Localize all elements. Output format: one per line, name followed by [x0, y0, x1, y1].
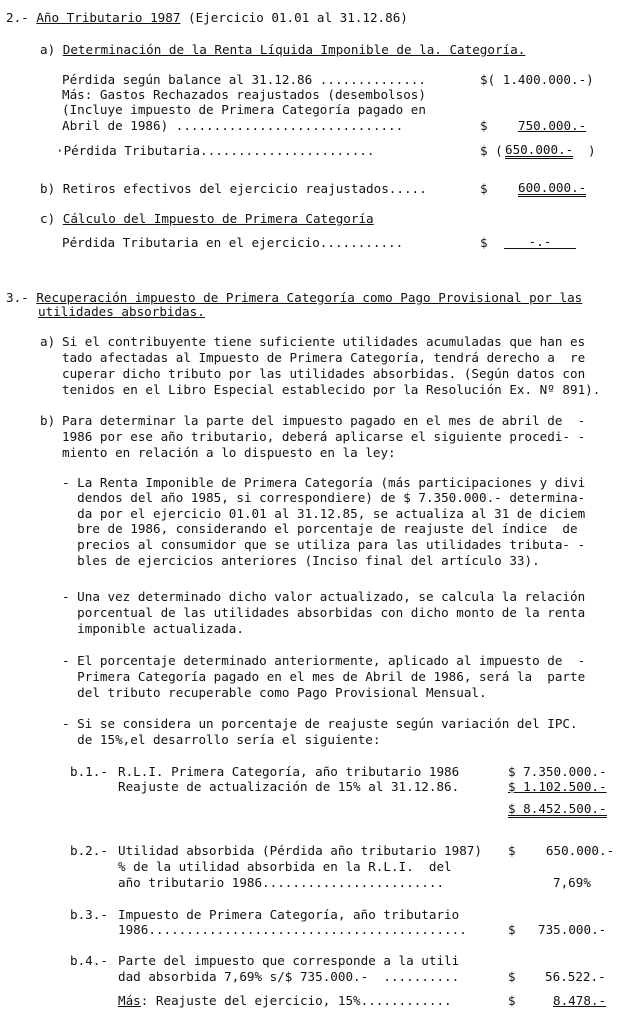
- b4-line-3: [118, 993, 452, 1008]
- b1-amount-2: $ 1.102.500.-: [508, 779, 607, 794]
- b4-label: b.4.-: [70, 953, 108, 968]
- paragraph-a-line-3: cuperar dicho tributo por las utilidades absorbidas. (Según datos con: [62, 366, 586, 381]
- b4-line-2: dad absorbida 7,69% s/$ 735.000.- ..........: [118, 969, 460, 984]
- b3-label: b.3.-: [70, 907, 108, 922]
- bullet-1-line-4: bre de 1986, considerando el porcentaje de reajuste del índice de: [62, 521, 578, 536]
- section-subtitle: (Ejercicio 01.01 al 31.12.86): [180, 10, 408, 25]
- paragraph-b-line-1: Para determinar la parte del impuesto pagado en el mes de abril de -: [62, 413, 586, 428]
- paragraph-b-line-3: miento en relación a lo dispuesto en la ley:: [62, 445, 396, 460]
- b2-label: b.2.-: [70, 843, 108, 858]
- mas-gastos-amount: 750.000.-: [518, 118, 587, 133]
- b2-line-1: Utilidad absorbida (Pérdida año tributario 1987): [118, 843, 482, 858]
- mas-label: Más: [118, 993, 141, 1008]
- mas-gastos-line-2: (Incluye impuesto de Primera Categoría pagado en: [62, 102, 426, 117]
- item-label: a): [40, 42, 56, 57]
- bullet-1-line-2: dendos del año 1985, si correspondiere) de $ 7.350.000.- determina-: [62, 490, 586, 505]
- b3-dollar: $: [508, 922, 516, 937]
- bullet-3-line-1: - El porcentaje determinado anteriormente, aplicado al impuesto de -: [62, 653, 586, 668]
- item-label: c): [40, 211, 56, 226]
- b1-line-1: R.L.I. Primera Categoría, año tributario 1986: [118, 764, 460, 779]
- retiros-amount: 600.000.-: [518, 180, 587, 195]
- perdida-balance-line: Pérdida según balance al 31.12.86 ..............: [62, 72, 426, 87]
- b4-dollar-1: $: [508, 969, 516, 984]
- bullet-1-line-1: - La Renta Imponible de Primera Categoría (más participaciones y divi: [62, 475, 586, 490]
- section-title: Año Tributario 1987: [36, 10, 181, 25]
- retiros-text: Retiros efectivos del ejercicio reajustados.....: [62, 181, 427, 196]
- b2-percent: 7,69%: [553, 875, 591, 890]
- paragraph-a-line-1: Si el contribuyente tiene suficiente utilidades acumuladas que han es: [62, 334, 586, 349]
- mas-gastos-dollar: $: [480, 118, 488, 133]
- bullet-3-line-3: del tributo recuperable como Pago Provisional Mensual.: [62, 685, 487, 700]
- b2-amount: $ 650.000.-: [508, 843, 615, 858]
- b4-line-1: Parte del impuesto que corresponde a la utili: [118, 953, 460, 968]
- perdida-tributaria-amount: 650.000.-: [505, 142, 574, 157]
- bullet-2-line-3: imponible actualizada.: [62, 621, 244, 636]
- b4-amount-2: 8.478.-: [553, 993, 607, 1008]
- item-label: b): [40, 181, 56, 196]
- perdida-tributaria-line: ·Pérdida Tributaria.......................: [56, 143, 375, 158]
- perdida-tributaria-dollar: $ (: [480, 143, 503, 158]
- bullet-1-line-6: bles de ejercicios anteriores (Inciso final del artículo 33).: [62, 553, 540, 568]
- b3-amount: 735.000.-: [538, 922, 607, 937]
- subsection-b-line: [40, 181, 427, 196]
- perdida-tributaria-close: ): [588, 143, 596, 158]
- section-title-line-2: utilidades absorbidas.: [38, 304, 205, 319]
- bullet-2-line-1: - Una vez determinado dicho valor actualizado, se calcula la relación: [62, 589, 586, 604]
- subsection-title: Determinación de la Renta Líquida Imponible de la. Categoría.: [62, 42, 526, 57]
- b1-line-2: Reajuste de actualización de 15% al 31.12.86.: [118, 779, 460, 794]
- item-label: a): [40, 334, 56, 349]
- section-title-line-1: Recuperación impuesto de Primera Categoría como Pago Provisional por las: [36, 290, 583, 305]
- bullet-1-line-3: da por el ejercicio 01.01 al 31.12.85, se actualiza al 31 de diciem: [62, 506, 586, 521]
- perdida-ejercicio-dollar: $: [480, 235, 488, 250]
- reajuste-text: : Reajuste del ejercicio, 15%............: [140, 993, 452, 1008]
- section-number: 3.-: [6, 290, 29, 305]
- paragraph-b-line-2: 1986 por ese año tributario, deberá aplicarse el siguiente procedi- -: [62, 429, 586, 444]
- b1-amount-1: $ 7.350.000.-: [508, 764, 607, 779]
- section-2-heading: [6, 10, 408, 25]
- b1-label: b.1.-: [70, 764, 108, 779]
- item-label: b): [40, 413, 56, 428]
- bullet-1-line-5: precios al consumidor que se utiliza para las utilidades tributa- -: [62, 537, 586, 552]
- section-number: 2.-: [6, 10, 29, 25]
- bullet-4-line-1: - Si se considera un porcentaje de reajuste según variación del IPC.: [62, 716, 578, 731]
- perdida-ejercicio-line: Pérdida Tributaria en el ejercicio...........: [62, 235, 404, 250]
- b1-total: $ 8.452.500.-: [508, 801, 607, 816]
- paragraph-a-line-4: tenidos en el Libro Especial establecido por la Resolución Ex. Nº 891).: [62, 382, 601, 397]
- paragraph-a-line-2: tado afectadas al Impuesto de Primera Categoría, tendrá derecho a re: [62, 350, 586, 365]
- b2-line-3: año tributario 1986........................: [118, 875, 445, 890]
- bullet-4-line-2: de 15%,el desarrollo sería el siguiente:: [62, 732, 381, 747]
- subsection-title: Cálculo del Impuesto de Primera Categoría: [62, 211, 374, 226]
- subsection-c-heading: [40, 211, 374, 226]
- bullet-2-line-2: porcentual de las utilidades absorbidas con dicho monto de la renta: [62, 605, 586, 620]
- perdida-ejercicio-amount: -.-: [504, 235, 576, 249]
- perdida-balance-amount: $( 1.400.000.-): [480, 72, 594, 87]
- bullet-3-line-2: Primera Categoría pagado en el mes de Abril de 1986, será la parte: [62, 669, 586, 684]
- section-3-heading: [6, 290, 582, 305]
- b4-amount-1: 56.522.-: [545, 969, 606, 984]
- retiros-dollar: $: [480, 181, 488, 196]
- b4-dollar-2: $: [508, 993, 516, 1008]
- mas-gastos-line-3: Abril de 1986) ..............................: [62, 118, 404, 133]
- subsection-a-heading: [40, 42, 525, 57]
- b3-line-1: Impuesto de Primera Categoría, año tributario: [118, 907, 460, 922]
- b2-line-2: % de la utilidad absorbida en la R.L.I. del: [118, 859, 452, 874]
- b3-line-2: 1986..........................................: [118, 922, 467, 937]
- mas-gastos-line-1: Más: Gastos Rechazados reajustados (desembolsos): [62, 87, 426, 102]
